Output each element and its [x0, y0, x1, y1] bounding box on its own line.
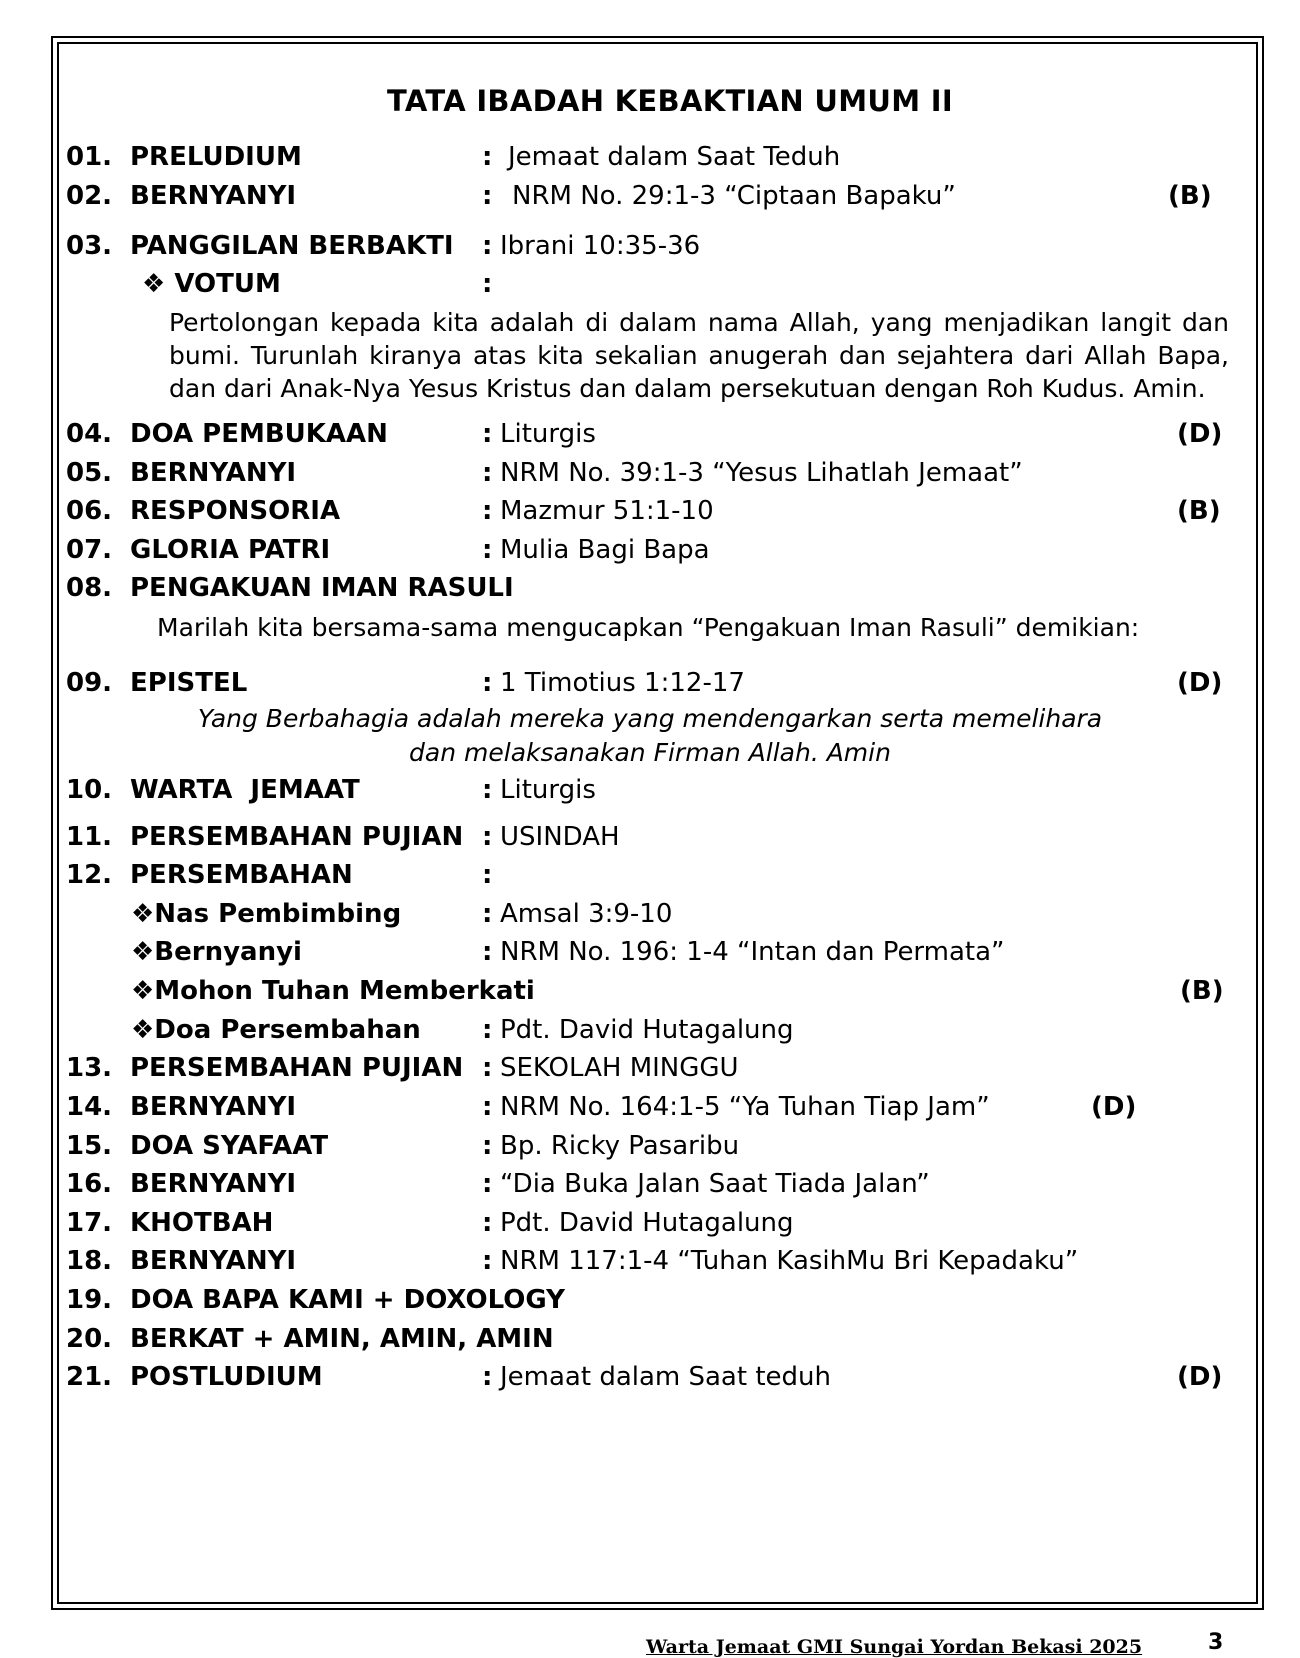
- epistel-response-line: dan melaksanakan Firman Allah. Amin: [409, 738, 891, 767]
- item-value: Ibrani 10:35-36: [500, 231, 701, 261]
- item-number: 02.: [66, 181, 113, 211]
- item-colon: :: [482, 1362, 493, 1392]
- sub-item-label: ❖Doa Persembahan: [131, 1015, 421, 1045]
- item-number: 20.: [66, 1324, 113, 1354]
- sub-item-value: Pdt. David Hutagalung: [500, 1015, 794, 1045]
- pengakuan-text-row: [0, 613, 1300, 647]
- item-colon: :: [482, 181, 493, 211]
- item-colon: :: [482, 1208, 493, 1238]
- sub-item-value: Amsal 3:9-10: [500, 899, 673, 929]
- page-title: TATA IBADAH KEBAKTIAN UMUM II: [387, 84, 953, 118]
- item-number: 10.: [66, 775, 113, 805]
- item-number: 05.: [66, 458, 113, 488]
- item-number: 14.: [66, 1092, 113, 1122]
- item-label: BERNYANYI: [130, 1092, 297, 1122]
- item-value: NRM No. 29:1-3 “Ciptaan Bapaku”: [512, 181, 956, 211]
- item-value: Jemaat dalam Saat teduh: [500, 1362, 831, 1392]
- votum-text: [169, 306, 1229, 405]
- list-item: [0, 1053, 1300, 1087]
- list-item: [0, 860, 1300, 894]
- sub-list-item: [0, 937, 1300, 971]
- votum-row: [0, 269, 1300, 303]
- item-label: WARTA JEMAAT: [130, 775, 360, 805]
- item-colon: :: [482, 231, 493, 261]
- item-colon: :: [482, 419, 493, 449]
- item-value: Liturgis: [500, 775, 596, 805]
- item-number: 03.: [66, 231, 113, 261]
- item-label: DOA BAPA KAMI + DOXOLOGY: [130, 1285, 565, 1315]
- item-number: 19.: [66, 1285, 113, 1315]
- item-colon: :: [482, 1053, 493, 1083]
- item-label: POSTLUDIUM: [130, 1362, 323, 1392]
- sub-item-label: ❖Mohon Tuhan Memberkati: [131, 976, 535, 1006]
- item-value: Mulia Bagi Bapa: [500, 535, 710, 565]
- item-label: GLORIA PATRI: [130, 535, 331, 565]
- list-item: [0, 1169, 1300, 1203]
- item-colon: :: [482, 1131, 493, 1161]
- list-item: [0, 419, 1300, 453]
- pengakuan-text: Marilah kita bersama-sama mengucapkan “Pengakuan Iman Rasuli” demikian:: [157, 613, 1140, 642]
- item-value: 1 Timotius 1:12-17: [500, 668, 745, 698]
- item-value: “Dia Buka Jalan Saat Tiada Jalan”: [500, 1169, 930, 1199]
- votum-label: ❖ VOTUM: [142, 269, 281, 299]
- list-item: [0, 458, 1300, 492]
- item-number: 07.: [66, 535, 113, 565]
- item-label: BERNYANYI: [130, 181, 297, 211]
- item-value: NRM No. 164:1-5 “Ya Tuhan Tiap Jam”: [500, 1092, 990, 1122]
- item-value: NRM No. 39:1-3 “Yesus Lihatlah Jemaat”: [500, 458, 1023, 488]
- list-item: [0, 231, 1300, 265]
- list-item: [0, 496, 1300, 530]
- list-item: [0, 822, 1300, 856]
- list-item: [0, 1324, 1300, 1358]
- sub-item-mark: (B): [1180, 976, 1224, 1006]
- item-number: 17.: [66, 1208, 113, 1238]
- item-value: Bp. Ricky Pasaribu: [500, 1131, 740, 1161]
- item-label: PRELUDIUM: [130, 142, 302, 172]
- item-colon: :: [482, 535, 493, 565]
- list-item: [0, 535, 1300, 569]
- item-colon: :: [482, 142, 493, 172]
- list-item: [0, 573, 1300, 607]
- item-mark: (B): [1168, 181, 1212, 211]
- item-label: DOA PEMBUKAAN: [130, 419, 388, 449]
- votum-line: dan dari Anak-Nya Yesus Kristus dan dalam persekutuan dengan Roh Kudus. Amin.: [169, 374, 1206, 403]
- item-value: USINDAH: [500, 822, 620, 852]
- item-number: 06.: [66, 496, 113, 526]
- item-number: 04.: [66, 419, 113, 449]
- item-value: Liturgis: [500, 419, 596, 449]
- list-item: [0, 1131, 1300, 1165]
- item-mark: (B): [1177, 496, 1221, 526]
- item-number: 16.: [66, 1169, 113, 1199]
- item-label: PERSEMBAHAN PUJIAN: [130, 822, 464, 852]
- item-colon: :: [482, 496, 493, 526]
- sub-item-value: NRM No. 196: 1-4 “Intan dan Permata”: [500, 937, 1005, 967]
- sub-item-label: ❖Bernyanyi: [131, 937, 302, 967]
- list-item: [0, 142, 1300, 176]
- votum-line: Pertolongan kepada kita adalah di dalam nama Allah, yang menjadikan langit dan: [169, 308, 1229, 337]
- list-item: [0, 668, 1300, 702]
- list-item: [0, 1362, 1300, 1396]
- item-number: 21.: [66, 1362, 113, 1392]
- item-mark: (D): [1177, 668, 1223, 698]
- item-label: PERSEMBAHAN: [130, 860, 353, 890]
- item-number: 13.: [66, 1053, 113, 1083]
- sub-list-item: [0, 976, 1300, 1010]
- item-colon: :: [482, 1092, 493, 1122]
- item-number: 09.: [66, 668, 113, 698]
- item-label: EPISTEL: [130, 668, 248, 698]
- item-value: Mazmur 51:1-10: [500, 496, 714, 526]
- item-number: 08.: [66, 573, 113, 603]
- item-colon: :: [482, 1246, 493, 1276]
- sub-item-colon: :: [482, 937, 493, 967]
- list-item: [0, 1246, 1300, 1280]
- item-colon: :: [482, 668, 493, 698]
- list-item: [0, 1285, 1300, 1319]
- item-label: BERKAT + AMIN, AMIN, AMIN: [130, 1324, 554, 1354]
- item-number: 01.: [66, 142, 113, 172]
- item-colon: :: [482, 822, 493, 852]
- item-colon: :: [482, 458, 493, 488]
- sub-item-colon: :: [482, 1015, 493, 1045]
- list-item: [0, 775, 1300, 809]
- list-item: [0, 1092, 1300, 1126]
- votum-colon: :: [482, 269, 493, 299]
- item-label: PANGGILAN BERBAKTI: [130, 231, 454, 261]
- item-label: BERNYANYI: [130, 1246, 297, 1276]
- item-colon: :: [482, 860, 493, 890]
- item-label: KHOTBAH: [130, 1208, 274, 1238]
- item-label: BERNYANYI: [130, 1169, 297, 1199]
- item-mark: (D): [1091, 1092, 1137, 1122]
- item-label: DOA SYAFAAT: [130, 1131, 329, 1161]
- item-number: 12.: [66, 860, 113, 890]
- sub-list-item: [0, 899, 1300, 933]
- item-colon: :: [482, 775, 493, 805]
- sub-item-label: ❖Nas Pembimbing: [131, 899, 402, 929]
- page-number: 3: [1208, 1630, 1224, 1655]
- item-mark: (D): [1177, 1362, 1223, 1392]
- item-label: PERSEMBAHAN PUJIAN: [130, 1053, 464, 1083]
- item-mark: (D): [1177, 419, 1223, 449]
- sub-list-item: [0, 1015, 1300, 1049]
- item-value: SEKOLAH MINGGU: [500, 1053, 739, 1083]
- footer-text: Warta Jemaat GMI Sungai Yordan Bekasi 2025: [646, 1636, 1143, 1658]
- item-value: NRM 117:1-4 “Tuhan KasihMu Bri Kepadaku”: [500, 1246, 1079, 1276]
- epistel-response-line: Yang Berbahagia adalah mereka yang mendengarkan serta memelihara: [197, 704, 1103, 733]
- list-item: [0, 1208, 1300, 1242]
- item-value: Pdt. David Hutagalung: [500, 1208, 794, 1238]
- item-label: RESPONSORIA: [130, 496, 341, 526]
- item-number: 15.: [66, 1131, 113, 1161]
- list-item: [0, 181, 1300, 215]
- item-label: BERNYANYI: [130, 458, 297, 488]
- item-number: 18.: [66, 1246, 113, 1276]
- sub-item-colon: :: [482, 899, 493, 929]
- item-number: 11.: [66, 822, 113, 852]
- item-value: Jemaat dalam Saat Teduh: [508, 142, 841, 172]
- votum-line: bumi. Turunlah kiranya atas kita sekalian anugerah dan sejahtera dari Allah Bapa,: [169, 341, 1229, 370]
- item-colon: :: [482, 1169, 493, 1199]
- item-label: PENGAKUAN IMAN RASULI: [130, 573, 514, 603]
